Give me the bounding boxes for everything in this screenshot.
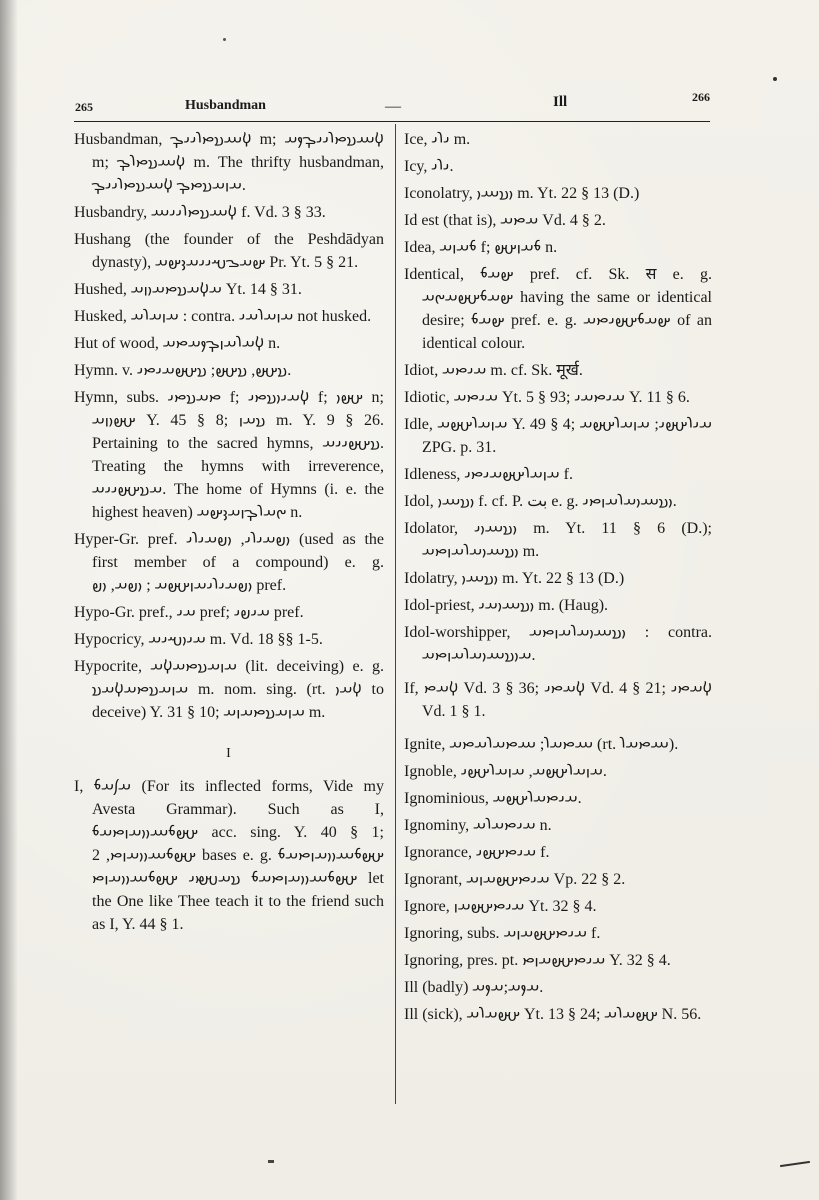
entry-icy: Icy, 𐬌𐬭𐬌.: [404, 158, 454, 175]
entry-hypocrite: Hypocrite, 𐬀𐬥𐬀𐬯𐬙𐬀𐬬𐬀 (lit. deceiving) e. g. 𐬀𐬥𐬀𐬯𐬙𐬀𐬬𐬀𐬯 m. nom. sing. (rt. 𐬬𐬀𐬎 to deceive) Y. 31 § 10; 𐬀𐬥𐬀𐬯𐬙𐬀𐬥𐬀 m.: [74, 658, 384, 721]
dust-speck: [773, 77, 777, 81]
dust-speck: [223, 38, 226, 41]
entry-id-est: Id est (that is), 𐬀𐬙𐬀 Vd. 4 § 2.: [404, 212, 606, 229]
section-heading-i: I: [226, 746, 232, 761]
entry-hymn-subs: Hymn, subs. 𐬙𐬀𐬯𐬙𐬌 f; 𐬬𐬀𐬌𐬎𐬯𐬙𐬌 f; 𐬀𐬵𐬎 n; 𐬀𐬵𐬎𐬥𐬀 Y. 45 § 8; 𐬯𐬀𐬥 m. Y. 9 § 26. Pertaining to the sacred hymns, 𐬯𐬀𐬵𐬌𐬌𐬀. Treating the hymns with irreverence, 𐬀𐬯𐬀𐬵𐬌𐬌𐬀. The home of Hymns (i. e. the highest heaven) 𐬔𐬀𐬭𐬋𐬥𐬀𐬢𐬵𐬀 n.: [74, 389, 385, 521]
entry-i: I, 𐬀𐬰𐬀𐬨 (For its inflected forms, Vide my Avesta Grammar). Such as I, 𐬀𐬵𐬨𐬁𐬎𐬎𐬀𐬥𐬙𐬀𐬨 acc. sing. Y. 40 § 1; 𐬀𐬵𐬨𐬁𐬎𐬎𐬀𐬥𐬙, 2 bases e. g. 𐬀𐬵𐬨𐬁𐬎𐬎𐬀𐬥𐬙𐬀𐬨 𐬀𐬵𐬨𐬁𐬎𐬎𐬀𐬥𐬙𐬀𐬨 𐬯𐬀𐬱𐬙𐬌 𐬀𐬵𐬨𐬁𐬎𐬎𐬀𐬥𐬙 let the One like Thee teach it to the friend such as I, Y. 44 § 1.: [74, 778, 385, 933]
left-guide-word: Husbandman: [185, 98, 266, 113]
entry-idiot: Idiot, 𐬀𐬌𐬙𐬀 m. cf. Sk. मूर्ख.: [404, 362, 583, 379]
left-column: [74, 128, 384, 940]
entry-ignorance: Ignorance, 𐬀𐬌𐬙𐬀𐬵𐬌 f.: [404, 844, 550, 861]
entry-ill-sick: Ill (sick), 𐬀𐬵𐬀𐬭𐬀 Yt. 13 § 24; 𐬀𐬵𐬀𐬭𐬀 N. 56.: [404, 1006, 702, 1023]
right-guide-word: Ill: [553, 94, 568, 110]
entry-hushed: Hushed, 𐬀𐬬𐬀𐬯𐬙𐬀𐬎𐬥𐬀 Yt. 14 § 31.: [74, 281, 302, 298]
entry-iconolatry: Iconolatry, 𐬎𐬯𐬁𐬎 m. Yt. 22 § 13 (D.): [404, 185, 640, 202]
entry-hymn-verb: Hymn. v. 𐬯𐬀𐬵, 𐬯𐬀𐬵; 𐬯𐬀𐬵𐬀𐬌𐬙𐬌.: [74, 362, 292, 379]
entry-ignominy: Ignominy, 𐬀𐬌𐬙𐬀𐬭𐬀 n.: [404, 817, 552, 834]
entry-idol: Idol, 𐬎𐬯𐬁𐬎 f. cf. P. بت e. g. 𐬎𐬯𐬁𐬎𐬀𐬭𐬀𐬥𐬙𐬌.: [404, 493, 677, 510]
entry-hyper: Hyper-Gr. pref. 𐬎𐬞𐬀𐬌𐬭𐬌, 𐬎𐬞𐬀𐬌𐬭𐬌 (used as the first member of a compound) e. g. 𐬎𐬞𐬀𐬌𐬭𐬌𐬀𐬥𐬀𐬵𐬀 ; 𐬎𐬞𐬀, 𐬎𐬞 pref.: [74, 531, 385, 594]
entry-hushang: Hushang (the founder of the Peshdādyan dynasty), 𐬵𐬀𐬊𐬱𐬌𐬌𐬀𐬢𐬵𐬀 Pr. Yt. 5 § 21.: [74, 231, 384, 271]
header-separator: —: [385, 98, 401, 115]
dust-mark: [780, 1161, 810, 1167]
entry-idea: Idea, 𐬨𐬀𐬥𐬀 f; 𐬨𐬀𐬥𐬀𐬵 n.: [404, 239, 558, 256]
left-page-number: 265: [75, 100, 93, 114]
entry-ignite: Ignite, 𐬁𐬙𐬀𐬭; 𐬁𐬙𐬀𐬭𐬀𐬙𐬀 (rt. 𐬁𐬙𐬀𐬭).: [404, 736, 679, 753]
entry-idolator: Idolator, 𐬎𐬯𐬁𐬎𐬌 m. Yt. 11 § 6 (D.); 𐬎𐬯𐬁𐬎𐬀𐬭𐬀𐬥𐬙𐬀 m.: [404, 520, 712, 560]
entry-idiotic: Idiotic, 𐬀𐬌𐬙𐬀 Yt. 5 § 93; 𐬀𐬌𐬙𐬀𐬌 Y. 11 § 6.: [404, 389, 690, 406]
entry-husked: Husked, 𐬀𐬥𐬀𐬭𐬀 : contra. 𐬀𐬥𐬀𐬭𐬀𐬌 not husked.: [74, 308, 372, 325]
entry-idol-worshipper: Idol-worshipper, 𐬎𐬯𐬁𐬎𐬀𐬭𐬀𐬥𐬙𐬀 : contra. 𐬀𐬎𐬯𐬁𐬎𐬀𐬭𐬀𐬥𐬙𐬀.: [404, 624, 713, 664]
right-column: [404, 128, 712, 1030]
entry-ignore: Ignore, 𐬀𐬌𐬙𐬀𐬵𐬀𐬥 Yt. 32 § 4.: [404, 898, 597, 915]
entry-idle: Idle, 𐬀𐬥𐬀𐬭𐬀𐬵𐬀 Y. 49 § 4; 𐬀𐬌𐬭𐬀𐬵𐬌; 𐬀𐬥𐬀𐬭𐬀𐬵𐬀 ZPG. p. 31.: [404, 416, 713, 456]
entry-ignoble: Ignoble, 𐬀𐬥𐬀𐬭𐬀𐬵𐬀, 𐬀𐬥𐬀𐬭𐬀𐬵𐬌.: [404, 763, 607, 780]
dust-speck: [268, 1160, 274, 1163]
entry-hut-of-wood: Hut of wood, 𐬬𐬀𐬭𐬀𐬥𐬋𐬐𐬀𐬙𐬀 n.: [74, 335, 281, 352]
entry-idol-priest: Idol-priest, 𐬎𐬯𐬁𐬎𐬀𐬌 m. (Haug).: [404, 597, 609, 614]
entry-idolatry: Idolatry, 𐬎𐬯𐬁𐬎 m. Yt. 22 § 13 (D.): [404, 570, 625, 587]
entry-ill-badly: Ill (badly) 𐬀𐬐𐬀;𐬀𐬐𐬀.: [404, 979, 544, 996]
column-divider: [395, 124, 396, 1104]
entry-idleness: Idleness, 𐬀𐬥𐬀𐬭𐬀𐬵𐬀𐬌𐬙𐬌 f.: [404, 466, 573, 483]
entry-husbandman: Husbandman, 𐬬𐬁𐬯𐬙𐬭𐬌𐬌𐬋 m; 𐬬𐬁𐬯𐬙𐬭𐬌𐬌𐬋𐬐𐬀 m; 𐬬𐬁𐬯𐬙𐬭𐬋 m. The thrifty husbandman, 𐬀𐬥𐬀𐬯𐬙𐬋 𐬬𐬁𐬯𐬙𐬭𐬌𐬌𐬋.: [74, 131, 384, 194]
right-page-number: 266: [692, 90, 710, 104]
entry-ice: Ice, 𐬌𐬭𐬌 m.: [404, 131, 471, 148]
entry-hypo: Hypo-Gr. pref., 𐬀𐬌 pref; 𐬀𐬌𐬞𐬌 pref.: [74, 604, 304, 621]
entry-ignorant: Ignorant, 𐬀𐬌𐬙𐬀𐬵𐬀𐬥𐬀 Vp. 22 § 2.: [404, 871, 626, 888]
entry-ignoring-subs: Ignoring, subs. 𐬀𐬌𐬙𐬀𐬵𐬀𐬥𐬀 f.: [404, 925, 601, 942]
entry-ignoring-pres: Ignoring, pres. pt. 𐬀𐬌𐬙𐬀𐬵𐬀𐬥𐬙 Y. 32 § 4.: [404, 952, 671, 969]
entry-if: If, 𐬬𐬀𐬙 Vd. 3 § 36; 𐬬𐬀𐬙𐬌 Vd. 4 § 21; 𐬬𐬀𐬙𐬌 Vd. 1 § 1.: [404, 680, 713, 720]
entry-ignominious: Ignominious, 𐬀𐬌𐬙𐬀𐬭𐬀𐬵𐬀.: [404, 790, 582, 807]
entry-husbandry: Husbandry, 𐬬𐬁𐬯𐬙𐬭𐬌𐬌𐬁 f. Vd. 3 § 33.: [74, 204, 326, 221]
spine-shadow: [0, 0, 18, 1200]
header-rule: [74, 121, 710, 122]
entry-hypocricy: Hypocricy, 𐬀𐬌𐬎𐬱𐬌𐬀 m. Vd. 18 §§ 1-5.: [74, 631, 323, 648]
entry-identical: Identical, 𐬵𐬀𐬨 pref. cf. Sk. स e. g. 𐬵𐬀𐬨𐬀𐬵𐬀𐬔𐬀 having the same or identical desire; 𐬵𐬀𐬨 pref. e. g. 𐬵𐬀𐬨𐬀𐬵𐬌𐬙𐬀 of an identical colour.: [404, 266, 713, 352]
running-header: [75, 90, 715, 124]
